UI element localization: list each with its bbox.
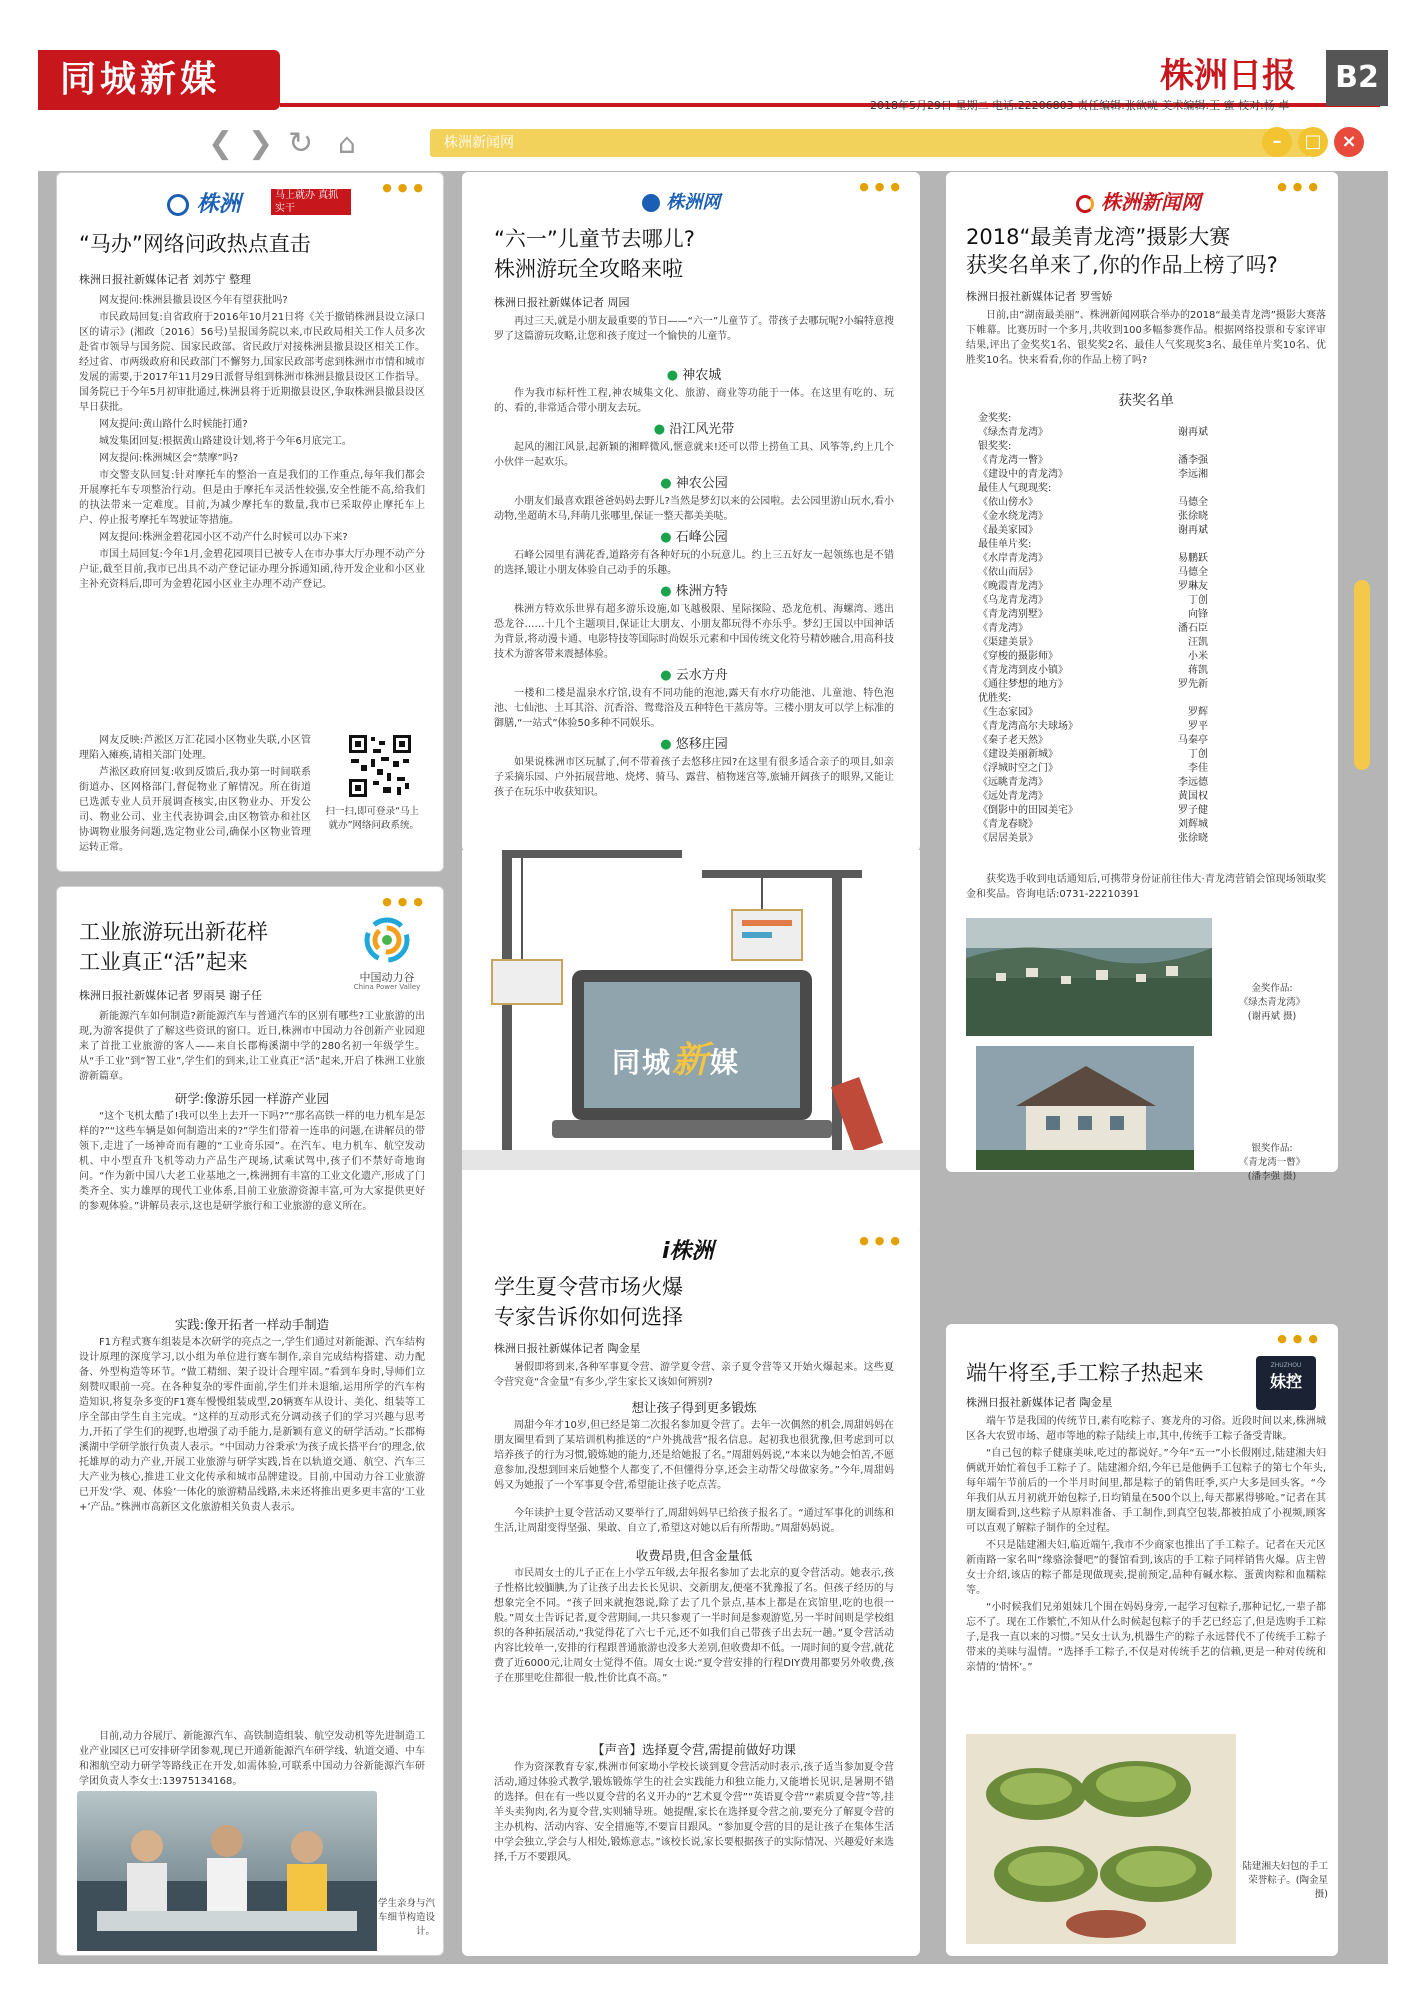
award-author: 潘石臣 bbox=[1178, 623, 1208, 634]
logo-circle-icon bbox=[642, 194, 660, 212]
award-row bbox=[978, 678, 1208, 692]
award-category: 最佳单片奖: bbox=[978, 539, 1032, 550]
article-subhead: 研学:像游乐园一样游产业园 bbox=[174, 1091, 330, 1106]
zongzi-photo bbox=[966, 1734, 1236, 1944]
spot-description: 小朋友们最喜欢跟爸爸妈妈去野儿?当然是梦幻以来的公园啦。去公园里游山玩水,看小动物,坐超萌木马,拜萌几张哪里,保证一整天都美美哒。 bbox=[494, 496, 894, 522]
paragraph: 网友反映:芦淞区万汇花园小区物业失联,小区管理陷入瘫痪,请相关部门处理。 bbox=[79, 735, 311, 761]
zhuzhou-logo: 妹控 bbox=[1269, 1372, 1302, 1391]
award-work: 《倒影中的田园美宅》 bbox=[978, 805, 1078, 816]
award-author: 李佳 bbox=[1188, 763, 1208, 774]
awards-list bbox=[978, 412, 1208, 846]
award-work: 《最美家园》 bbox=[978, 525, 1038, 536]
award-row bbox=[978, 594, 1208, 608]
award-author: 罗平 bbox=[1188, 721, 1208, 732]
award-row bbox=[978, 622, 1208, 636]
award-author: 罗琳友 bbox=[1178, 581, 1208, 592]
award-author: 马德全 bbox=[1178, 567, 1208, 578]
award-work: 《浮城时空之门》 bbox=[978, 763, 1058, 774]
article-body: 今年读护士夏令营活动又要举行了,周甜妈妈早已给孩子报名了。“通过军事化的训练和生活,让周甜变得坚强、果敢、自立了,希望这对她以后有所帮助。”周甜妈妈说。 bbox=[494, 1508, 894, 1534]
paragraph: “自己包的粽子健康美味,吃过的都说好。”今年“五一”小长假刚过,陆建湘夫妇俩就开始忙着包手工粽子了。陆建湘介绍,今年已是他俩手工包粽子的第七个年头,每年端午节前后的一个半月时间里,都是粽子的销售旺季,买户大多是回头客。“今年我们从五月初就开始包粽子,日均销量在500个以上,每天都累得够呛。”记者在其朋友圈看到,这些粽子从原料准备、手工制作,到真空包装,都被拍成了小视频,顾客可以直观了解粽子制作的全过程。 bbox=[966, 1448, 1326, 1534]
award-work: 《依山傍水》 bbox=[978, 497, 1038, 508]
gold-award-photo bbox=[966, 918, 1212, 1036]
maximize-icon[interactable]: □ bbox=[1298, 127, 1328, 157]
power-valley-en: China Power Valley bbox=[353, 983, 421, 991]
award-category: 银奖奖: bbox=[978, 441, 1012, 452]
paragraph: 端午节是我国的传统节日,素有吃粽子、赛龙舟的习俗。近段时间以来,株洲城区各大农贸市场、超市等地的粽子陆续上市,其中,传统手工粽子备受青睐。 bbox=[966, 1416, 1326, 1442]
students-photo bbox=[77, 1791, 377, 1951]
award-author: 罗先新 bbox=[1178, 679, 1208, 690]
article-body-tail bbox=[79, 733, 311, 853]
spot-heading: ● 株洲方特 bbox=[494, 584, 894, 599]
article-body: 作为资深教育专家,株洲市何家坳小学校长谈到夏令营活动时表示,孩子适当参加夏令营活动,通过体验式教学,锻炼锻炼学生的社会实践能力和独立能力,又能增长见识,是暑期不错的选择。但在有一些以夏令营的名义开办的“艺术夏令营”“英语夏令营”“素质夏令营”等,挂羊头卖狗肉,名为夏令营,实则辅导班。她提醒,家长在选择夏令营之前,要充分了解夏令营的主办机构、活动内容、安全措施等,不要盲目跟风。“参加夏令营的目的是让孩子在集体生活中学会独立,学会与人相处,锻炼意志。”该校长说,家长要根据孩子的实际情况、兴趣爱好来选择,千万不要跟风。 bbox=[494, 1762, 894, 1863]
award-row bbox=[978, 664, 1208, 678]
article-byline: 株洲日报社新媒体记者 陶金星 bbox=[494, 1342, 641, 1355]
illustration-label: 同城新媒 bbox=[612, 1040, 741, 1081]
paragraph: 网友提问:株洲金碧花园小区不动产什么时候可以办下来? bbox=[99, 532, 348, 543]
award-row bbox=[978, 566, 1208, 580]
article-title-line1: 工业旅游玩出新花样 bbox=[79, 920, 268, 944]
article-title-line2: 专家告诉你如何选择 bbox=[494, 1305, 683, 1329]
column-logo: 株洲新闻网 bbox=[1076, 186, 1201, 215]
article-title-line1: 学生夏令营市场火爆 bbox=[494, 1275, 683, 1299]
spot-heading: ● 沿江风光带 bbox=[494, 422, 894, 437]
award-row bbox=[978, 748, 1208, 762]
logo-swirl-icon bbox=[1076, 195, 1094, 213]
forward-icon[interactable]: ❯ bbox=[248, 126, 274, 161]
spot-heading: ● 云水方舟 bbox=[494, 668, 894, 683]
award-work: 《渠建美景》 bbox=[978, 637, 1038, 648]
award-row bbox=[978, 426, 1208, 440]
award-work: 《青龙湾一瞥》 bbox=[978, 455, 1048, 466]
article-summer-camp bbox=[462, 1226, 920, 1956]
paragraph: 网友提问:黄山路什么时候能打通? bbox=[99, 419, 248, 430]
spot-description: 如果说株洲市区玩腻了,何不带着孩子去悠移庄园?在这里有很多适合亲子的项目,如亲子采摘乐园、户外拓展营地、烧烤、骑马、露营、植物迷宫等,旅辅开阔孩子的眼界,又能让孩子在玩乐中收获知识。 bbox=[494, 757, 894, 798]
spot-description: 石峰公园里有满花香,道路旁有各种好玩的小玩意儿。约上三五好友一起领练也是不错的选择,锻让小朋友体验自己动手的乐趣。 bbox=[494, 550, 894, 576]
award-row bbox=[978, 720, 1208, 734]
article-body: 目前,动力谷展厅、新能源汽车、高铁制造组装、航空发动机等先进制造工业产业园区已可安排研学团参观,现已开通新能源汽车研学线、轨道交通、中车和湘航空动力研学等路线正在开发,如需体验,可联系中国动力谷新能源汽车研学团负责人李女士:13975134168。 bbox=[79, 1731, 425, 1787]
article-title-line2: 工业真正“活”起来 bbox=[79, 950, 248, 974]
article-title-line1: 2018“最美青龙湾”摄影大赛 bbox=[966, 225, 1231, 249]
qr-code[interactable] bbox=[347, 733, 413, 799]
award-work: 《建设美丽新城》 bbox=[978, 749, 1058, 760]
award-work: 《远眺青龙湾》 bbox=[978, 777, 1048, 788]
award-row bbox=[978, 706, 1208, 720]
article-intro: 暑假即将到来,各种军事夏令营、游学夏令营、亲子夏令营等又开始火爆起来。这些夏令营究竟“含金量”有多少,学生家长又该如何辨别? bbox=[494, 1362, 894, 1388]
minimize-icon[interactable]: – bbox=[1262, 127, 1292, 157]
column-logo: 株洲网 bbox=[642, 188, 720, 214]
article-body: “这个飞机太酷了!我可以坐上去开一下吗?”“那名高铁一样的电力机车是怎样的?”“这些车辆是如何制造出来的?”学生们带着一连串的问题,在讲解员的带领下,走进了一场神奇而有趣的“工业奇乐园”。在汽车、电力机车、航空发动机、中小型直升飞机等动力产品生产现场,试乘试驾中,孩子们不禁好奇地询问。“作为新中国八大老工业基地之一,株洲拥有丰富的工业文化遗产,形成了门类齐全、实力雄厚的现代工业体系,目前工业旅游资源丰富,可为大家提供更好的参观体验。”讲解员表示,这也是研学旅行和工业旅游的意义所在。 bbox=[79, 1111, 425, 1212]
article-body: F1方程式赛车组装是本次研学的亮点之一,学生们通过对新能源、汽车结构设计原理的深度学习,以小组为单位进行赛车制作,亲自完成结构搭建、动力配备、外型构造等环节。“做工精细、架子设计合理牢固。”看到车身时,导师们立刻赞叹眼前一亮。在各种复杂的零件面前,学生们并未退缩,运用所学的汽车构造知识,将复杂多变的F1赛车慢慢组装成型,20辆赛车从设计、美化、组装等工序全部由学生自主完成。“这样的互动形式充分调动孩子们的学习兴趣与思考力,开拓了学生们的视野,也增强了动手能力,是新颖有意义的研学活动。”长郡梅溪湖中学研学旅行负责人表示。“中国动力谷秉承‘为孩子成长搭平台’的理念,依托雄厚的动力产业,开展工业旅游与研学实践,旨在以轨道交通、航空、汽车三大产业为核心,推进工业文化传承和城市品牌建设。目前,中国动力谷工业旅游已开发‘学、观、体验’一体化的旅游精品线路,未来还将推出更多更丰富的‘工业+’产品。”株洲市高新区文化旅游相关负责人表示。 bbox=[79, 1337, 425, 1513]
award-row bbox=[978, 804, 1208, 818]
spot-description: 起风的湘江风景,起新颖的湘畔微风,惬意就来!还可以带上捞鱼工具、风筝等,约上几个小伙伴一起欢乐。 bbox=[494, 442, 894, 468]
paragraph: 城发集团回复:根据黄山路建设计划,将于今年6月底完工。 bbox=[99, 436, 352, 447]
home-icon[interactable]: ⌂ bbox=[338, 127, 356, 160]
award-work: 《通往梦想的地方》 bbox=[978, 679, 1068, 690]
spot-heading: ● 石峰公园 bbox=[494, 530, 894, 545]
award-row bbox=[978, 818, 1208, 832]
article-byline: 株洲日报社新媒体记者 周园 bbox=[494, 296, 630, 309]
article-title-line2: 获奖名单来了,你的作品上榜了吗? bbox=[966, 253, 1278, 277]
award-author: 马秦亭 bbox=[1178, 735, 1208, 746]
weibo-dots: ●●● bbox=[859, 1234, 906, 1247]
weibo-dots: ●●● bbox=[1277, 180, 1324, 193]
award-work: 《乌龙青龙湾》 bbox=[978, 595, 1048, 606]
award-category: 最佳人气现现奖: bbox=[978, 483, 1052, 494]
section-title: 同城新媒 bbox=[38, 50, 280, 110]
award-row bbox=[978, 524, 1208, 538]
award-author: 罗辉 bbox=[1188, 707, 1208, 718]
article-intro: 新能源汽车如何制造?新能源汽车与普通汽车的区别有哪些?工业旅游的出现,为游客提供了了解这些资讯的窗口。近日,株洲市中国动力谷创新产业园迎来了首批工业旅游的客人——来自长郡梅溪湖中学的280名初一年级学生。从“手工业”到“智工业”,学生们的到来,让工业真正“活”起来,开启了株洲工业旅游新篇章。 bbox=[79, 1011, 425, 1082]
paragraph: 市国土局回复:今年1月,金碧花园项目已被专人在市办事大厅办理不动产分户证,截至目前,我市已出具不动产登记证办理分拆通知函,待开发企业和小区业主补充资料后,即可为金碧花园小区业主办理不动产登记。 bbox=[79, 549, 425, 590]
article-title-line1: “六一”儿童节去哪儿? bbox=[494, 227, 695, 251]
award-work: 《建设中的青龙湾》 bbox=[978, 469, 1068, 480]
article-byline: 株洲日报社新媒体记者 刘苏宁 整理 bbox=[79, 273, 251, 286]
article-childrens-day bbox=[462, 172, 920, 852]
award-row bbox=[978, 608, 1208, 622]
award-work: 《青龙湾到皮小镇》 bbox=[978, 665, 1068, 676]
award-category: 金奖奖: bbox=[978, 413, 1012, 424]
power-valley-name: 中国动力谷 bbox=[359, 971, 415, 984]
award-author: 丁创 bbox=[1188, 595, 1208, 606]
article-subhead: 【声音】选择夏令营,需提前做好功课 bbox=[592, 1742, 796, 1757]
award-row bbox=[978, 734, 1208, 748]
award-work: 《生态家园》 bbox=[978, 707, 1038, 718]
article-title: 端午将至,手工粽子热起来 bbox=[966, 1361, 1204, 1385]
award-category: 优胜奖: bbox=[978, 693, 1012, 704]
award-author: 汪凯 bbox=[1188, 637, 1208, 648]
award-author: 马德全 bbox=[1178, 497, 1208, 508]
award-row bbox=[978, 580, 1208, 594]
award-row bbox=[978, 832, 1208, 846]
silver-photo-caption: 银奖作品: 《青龙湾一瞥》 (潘李强 摄) bbox=[1238, 1143, 1306, 1182]
award-work: 《穿梭的摄影师》 bbox=[978, 651, 1058, 662]
award-row bbox=[978, 454, 1208, 468]
spot-description: 作为我市标杆性工程,神农城集文化、旅游、商业等功能于一体。在这里有吃的、玩的、看的,非常适合带小朋友去玩。 bbox=[494, 388, 894, 414]
weibo-dots: ●●● bbox=[1277, 1332, 1324, 1345]
spot-heading: ● 神农公园 bbox=[494, 476, 894, 491]
spot-description: 株洲方特欢乐世界有超多游乐设施,如飞越极限、星际探险、恐龙危机、海螺湾、逃出恐龙谷……十几个主题项目,保证让大朋友、小朋友都玩得不亦乐乎。梦幻王国以中国神话为背景,将动漫卡通、电影特技等国际时尚娱乐元素和中国传统文化符号精妙融合,用高科技技术为游客带来震撼体验。 bbox=[494, 604, 894, 660]
spot-heading: ● 神农城 bbox=[494, 368, 894, 383]
article-body bbox=[966, 1414, 1326, 1720]
article-byline: 株洲日报社新媒体记者 陶金星 bbox=[966, 1396, 1113, 1409]
article-photo-contest bbox=[946, 172, 1338, 1182]
back-icon[interactable]: ❮ bbox=[208, 126, 234, 161]
column-logo: i株洲 bbox=[662, 1239, 714, 1264]
award-row bbox=[978, 776, 1208, 790]
weibo-dots: ●●● bbox=[382, 181, 429, 194]
award-author: 谢再斌 bbox=[1178, 427, 1208, 438]
award-author: 谢再斌 bbox=[1178, 525, 1208, 536]
award-row bbox=[978, 650, 1208, 664]
award-row bbox=[978, 468, 1208, 482]
spot-description: 一楼和二楼是温泉水疗馆,设有不同功能的泡池,露天有水疗功能池、儿童池、特色泡池、七仙池、土耳其浴、沉香浴、鸳鸯浴及五种特色干蒸房等。三楼小朋友可以学上标准的御膳,“一站式”体验50多种不同娱乐。 bbox=[494, 688, 894, 729]
award-author: 易鹏跃 bbox=[1178, 553, 1208, 564]
article-zongzi bbox=[946, 1324, 1338, 1956]
award-author: 潘李强 bbox=[1178, 455, 1208, 466]
weibo-dots: ●●● bbox=[859, 180, 906, 193]
article-body: 周甜今年才10岁,但已经是第二次报名参加夏令营了。去年一次偶然的机会,周甜妈妈在朋友圈里看到了某培训机构推送的“户外挑战营”报名信息。起初我也很犹豫,但考虑到可以培养孩子的行为习惯,锻炼她的能力,还是给她报了名。”周甜妈妈说,“本来以为她会怕苦,不愿意参加,没想到回来后她整个人都变了,不但懂得分享,还会主动帮父母做家务。”今年,周甜妈妈又为她报了一个军事夏令营,希望能让孩子吃点苦。 bbox=[494, 1420, 894, 1491]
silver-award-photo bbox=[976, 1046, 1194, 1170]
article-byline: 株洲日报社新媒体记者 罗雨昊 谢子任 bbox=[79, 989, 262, 1002]
award-author: 向锋 bbox=[1188, 609, 1208, 620]
award-work: 《水岸青龙湾》 bbox=[978, 553, 1048, 564]
award-work: 《秦子老天然》 bbox=[978, 735, 1048, 746]
close-icon[interactable]: × bbox=[1334, 127, 1364, 157]
award-work: 《远处青龙湾》 bbox=[978, 791, 1048, 802]
paragraph: 芦淞区政府回复:收到反馈后,我办第一时间联系街道办、区网格部门,督促物业了解情况。所在街道已选派专业人员开展调查核实,由区物业办、开发公司、物业公司、业主代表协调会,由区物管办和社区协调物业服务问题,选定物业公司,确保小区物业管理运转正常。 bbox=[79, 767, 311, 853]
award-work: 《依山而居》 bbox=[978, 567, 1038, 578]
photo-caption: 学生亲身与汽车细节构造设计。 bbox=[377, 1898, 435, 1937]
award-author: 小米 bbox=[1188, 651, 1208, 662]
article-body: 市民周女士的儿子正在上小学五年级,去年报名参加了去北京的夏令营活动。她表示,孩子性格比较腼腆,为了让孩子出去长长见识、交新朋友,便毫不犹豫报了名。但孩子经历的与想象完全不同。“孩子回来就抱怨说,除了去了几个景点,基本上都是在宾馆里,吃的也很一般。”周女士告诉记者,夏令营期间,一共只参观了一半时间是参观游览,另一半时间则是学校组织的各种拓展活动,“我觉得花了六七千元,还不如我们自己带孩子出去玩一趟。”夏令营活动内容比较单一,安排的行程跟普通旅游也没多大差别,但收费却不低。一周时间的夏令营,就花费了近6000元,让周女士觉得不值。周女士说:“夏令营安排的行程DIY费用都要另外收费,孩子在那里吃住都很一般,性价比真不高。” bbox=[494, 1568, 894, 1684]
award-author: 张徐晓 bbox=[1178, 511, 1208, 522]
award-row bbox=[978, 762, 1208, 776]
scrollbar-thumb[interactable] bbox=[1354, 580, 1370, 770]
spots-list bbox=[494, 362, 894, 852]
award-author: 丁创 bbox=[1188, 749, 1208, 760]
article-mabanhuanzheng bbox=[56, 172, 444, 872]
article-industrial-tourism bbox=[56, 886, 444, 1956]
award-author: 李远德 bbox=[1178, 777, 1208, 788]
paragraph: 不只是陆建湘夫妇,临近端午,我市不少商家也推出了手工粽子。记者在天元区新南路一家名叫“缘骆涂餐吧”的餐馆看到,该店的手工粽子同样销售火爆。店主曾女士介绍,该店的粽子都是现做现卖,提前预定,品种有碱水粽、蛋黄肉粽和血糯粽等。 bbox=[966, 1540, 1326, 1596]
article-title-line2: 株洲游玩全攻略来啦 bbox=[494, 257, 683, 281]
column-logo: 株洲 bbox=[167, 187, 241, 218]
article-intro: 日前,由“湖南最美丽”、株洲新闻网联合举办的2018“最美青龙湾”摄影大赛落下帷幕。比赛历时一个多月,共收到100多幅参赛作品。根据网络投票和专家评审结果,评出了金奖奖1名、银奖奖2名、最佳人气奖现奖3名、最佳单片奖10名、优胜奖10名。快来看看,你的作品上榜了吗? bbox=[966, 310, 1326, 366]
award-work: 《青龙湾别墅》 bbox=[978, 609, 1048, 620]
award-author: 黄国权 bbox=[1178, 791, 1208, 802]
award-work: 《绿杰青龙湾》 bbox=[978, 427, 1048, 438]
award-author: 张徐晓 bbox=[1178, 833, 1208, 844]
browser-bar bbox=[38, 117, 1388, 171]
awards-heading: 获奖名单 bbox=[1118, 393, 1174, 409]
award-work: 《金水绕龙湾》 bbox=[978, 511, 1048, 522]
zhuzhou-logo-box: ZHUZHOU 妹控 bbox=[1256, 1356, 1316, 1410]
article-body bbox=[79, 293, 425, 733]
award-row bbox=[978, 496, 1208, 510]
qr-caption: 扫一扫,即可登录“马上就办”网络问政系统。 bbox=[325, 806, 419, 831]
article-outro: 获奖选手收到电话通知后,可携带身份证前往伟大·青龙湾营销会馆现场领取奖金和奖品。咨询电话:0731-22210391 bbox=[966, 874, 1326, 900]
award-row bbox=[978, 552, 1208, 566]
article-byline: 株洲日报社新媒体记者 罗雪娇 bbox=[966, 290, 1113, 303]
address-bar[interactable]: 株洲新闻网 bbox=[430, 129, 1310, 157]
award-work: 《青龙春晓》 bbox=[978, 819, 1038, 830]
spot-heading: ● 悠移庄园 bbox=[494, 737, 894, 752]
illustration-cranes bbox=[462, 850, 920, 1230]
award-author: 蒋凯 bbox=[1188, 665, 1208, 676]
power-valley-logo bbox=[357, 915, 417, 965]
dateline: 2018年5月29日 星期二 电话:22206803 责任编辑:张欲晓 美术编辑:王 蜜 校对:杨 卓 bbox=[870, 99, 1290, 112]
award-work: 《青龙湾》 bbox=[978, 623, 1028, 634]
award-work: 《青龙湾高尔夫球场》 bbox=[978, 721, 1078, 732]
award-work: 《居居美景》 bbox=[978, 833, 1038, 844]
award-row bbox=[978, 510, 1208, 524]
paragraph: 网友提问:株洲县撤县设区今年有望获批吗? bbox=[99, 295, 288, 306]
logo-circle-icon bbox=[167, 194, 189, 216]
article-subhead: 实践:像开拓者一样动手制造 bbox=[174, 1317, 330, 1332]
award-row bbox=[978, 790, 1208, 804]
award-author: 刘辉城 bbox=[1178, 819, 1208, 830]
article-intro: 再过三天,就是小朋友最重要的节日——“六一”儿童节了。带孩子去哪玩呢?小编特意搜罗了这篇游玩攻略,让您和孩子度过一个愉快的儿童节。 bbox=[494, 316, 894, 342]
award-author: 罗子健 bbox=[1178, 805, 1208, 816]
award-row bbox=[978, 636, 1208, 650]
award-work: 《晚霞青龙湾》 bbox=[978, 581, 1048, 592]
page-number: B2 bbox=[1326, 50, 1388, 106]
logo-slogan: 马上就办 真抓实干 bbox=[271, 189, 351, 215]
refresh-icon[interactable]: ↻ bbox=[288, 126, 314, 161]
award-author: 李远湘 bbox=[1178, 469, 1208, 480]
article-title: “马办”网络问政热点直击 bbox=[79, 232, 311, 256]
weibo-dots: ●●● bbox=[382, 895, 429, 908]
zongzi-photo-caption: 陆建湘夫妇包的手工荣誉粽子。(陶金星 摄) bbox=[1242, 1861, 1328, 1900]
paragraph: “小时候我们兄弟姐妹几个围在妈妈身旁,一起学习包粽子,那种记忆,一辈子都忘不了。现在工作繁忙,不知从什么时候起包粽子的手艺已经忘了,但是选购手工粽子,是我一直以来的习惯。”吴女士认为,机器生产的粽子永远替代不了传统手工粽子带来的美味与温情。“选择手工粽子,不仅是对传统手艺的信赖,更是一种对传统和亲情的‘情怀’。” bbox=[966, 1602, 1326, 1673]
article-subhead: 收费昂贵,但含金量低 bbox=[635, 1548, 753, 1563]
newspaper-brand: 株洲日报 bbox=[1160, 56, 1296, 96]
paragraph: 网友提问:株洲城区会“禁摩”吗? bbox=[99, 453, 239, 464]
paragraph: 市民政局回复:自省政府于2016年10月21日将《关于撤销株洲县设立渌口区的请示》(湘政〔2016〕56号)呈报国务院以来,市民政局相关工作人员多次赴省市领导与国务院、国家民政部、省民政厅对接株洲县撤县设区相关工作。经过省、市两级政府和民政部门不懈努力,国家民政部考虑到株洲市市情和城市发展的需要,于2017年11月29日派督导组到株洲市株洲县撤县设区工作指导。国务院已于今年5月初审批通过,株洲县将于近期撤县设区,争取株洲县撤县设区早日获批。 bbox=[79, 312, 425, 413]
paragraph: 市交警支队回复:针对摩托车的整治一直是我们的工作重点,每年我们都会开展摩托车专项整治行动。但是由于摩托车灵活性较强,安全性能不高,给我们的执法带来一定难度。目前,为减少摩托车的数量,我市已采取停止摩托车上户、停止报考摩托车驾驶证等措施。 bbox=[79, 470, 425, 526]
article-subhead: 想让孩子得到更多锻炼 bbox=[631, 1400, 757, 1415]
gold-photo-caption: 金奖作品: 《绿杰青龙湾》 (谢再斌 摄) bbox=[1238, 983, 1306, 1022]
